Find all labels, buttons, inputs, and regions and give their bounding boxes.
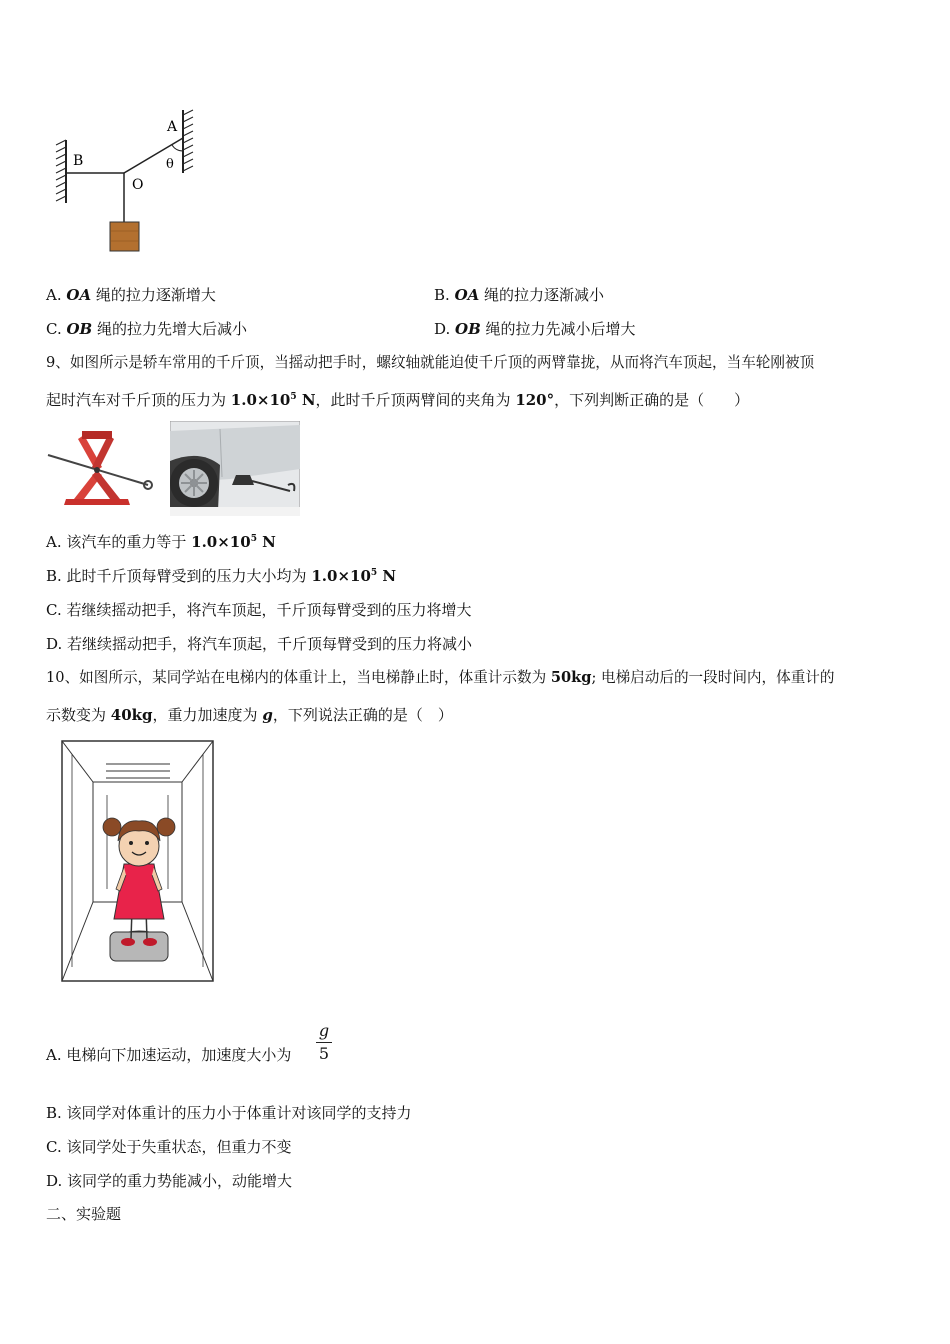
fraction-g-over-5: g 5 [316, 1022, 332, 1063]
car-jack-image [44, 425, 156, 513]
q8-option-b: B. OA 绳的拉力逐渐减小 [434, 286, 605, 304]
car-lifted-image [170, 421, 300, 516]
q10-stem-line1: 10、如图所示，某同学站在电梯内的体重计上，当电梯静止时，体重计示数为 50kg; 电梯启动后的一段时间内，体重计的 [46, 669, 835, 686]
label-a: A [167, 119, 178, 135]
q10-option-c: C. 该同学处于失重状态，但重力不变 [46, 1138, 292, 1156]
q8-option-c: C. OB 绳的拉力先增大后减小 [46, 320, 248, 338]
rope-diagram [50, 105, 200, 255]
label-theta: θ [166, 157, 174, 172]
q8-option-a: A. OA 绳的拉力逐渐增大 [46, 286, 216, 304]
q10-option-d: D. 该同学的重力势能减小，动能增大 [46, 1172, 293, 1190]
label-b: B [73, 153, 84, 169]
hanging-block [110, 222, 139, 251]
q10-option-b: B. 该同学对体重计的压力小于体重计对该同学的支持力 [46, 1104, 412, 1122]
q10-stem-line2: 示数变为 40kg，重力加速度为 g，下列说法正确的是（ ） [46, 706, 453, 724]
q9-option-c: C. 若继续摇动把手，将汽车顶起，千斤顶每臂受到的压力将增大 [46, 601, 472, 619]
q9-option-a: A. 该汽车的重力等于 $1.0\times 10^5$ N [46, 533, 276, 551]
label-o: O [132, 177, 144, 193]
q9-option-b: B. 此时千斤顶每臂受到的压力大小均为 $1.0\times 10^5$ N [46, 567, 397, 585]
q8-option-d: D. OB 绳的拉力先减小后增大 [434, 320, 636, 338]
section-title: 二、实验题 [46, 1205, 122, 1223]
q9-option-d: D. 若继续摇动把手，将汽车顶起，千斤顶每臂受到的压力将减小 [46, 635, 473, 653]
q10-option-a: A. 电梯向下加速运动，加速度大小为 [46, 1046, 292, 1064]
elevator-image [60, 739, 216, 984]
q9-stem-line1: 9、如图所示是轿车常用的千斤顶，当摇动把手时，螺纹轴就能迫使千斤顶的两臂靠拢，从而将汽车顶起，当车轮刚被顶 [46, 354, 815, 371]
q9-stem-line2: 起时汽车对千斤顶的压力为 $1.0\times 10^5$ N，此时千斤顶两臂间的夹角为 120°，下列判断正确的是（ ） [46, 391, 750, 409]
